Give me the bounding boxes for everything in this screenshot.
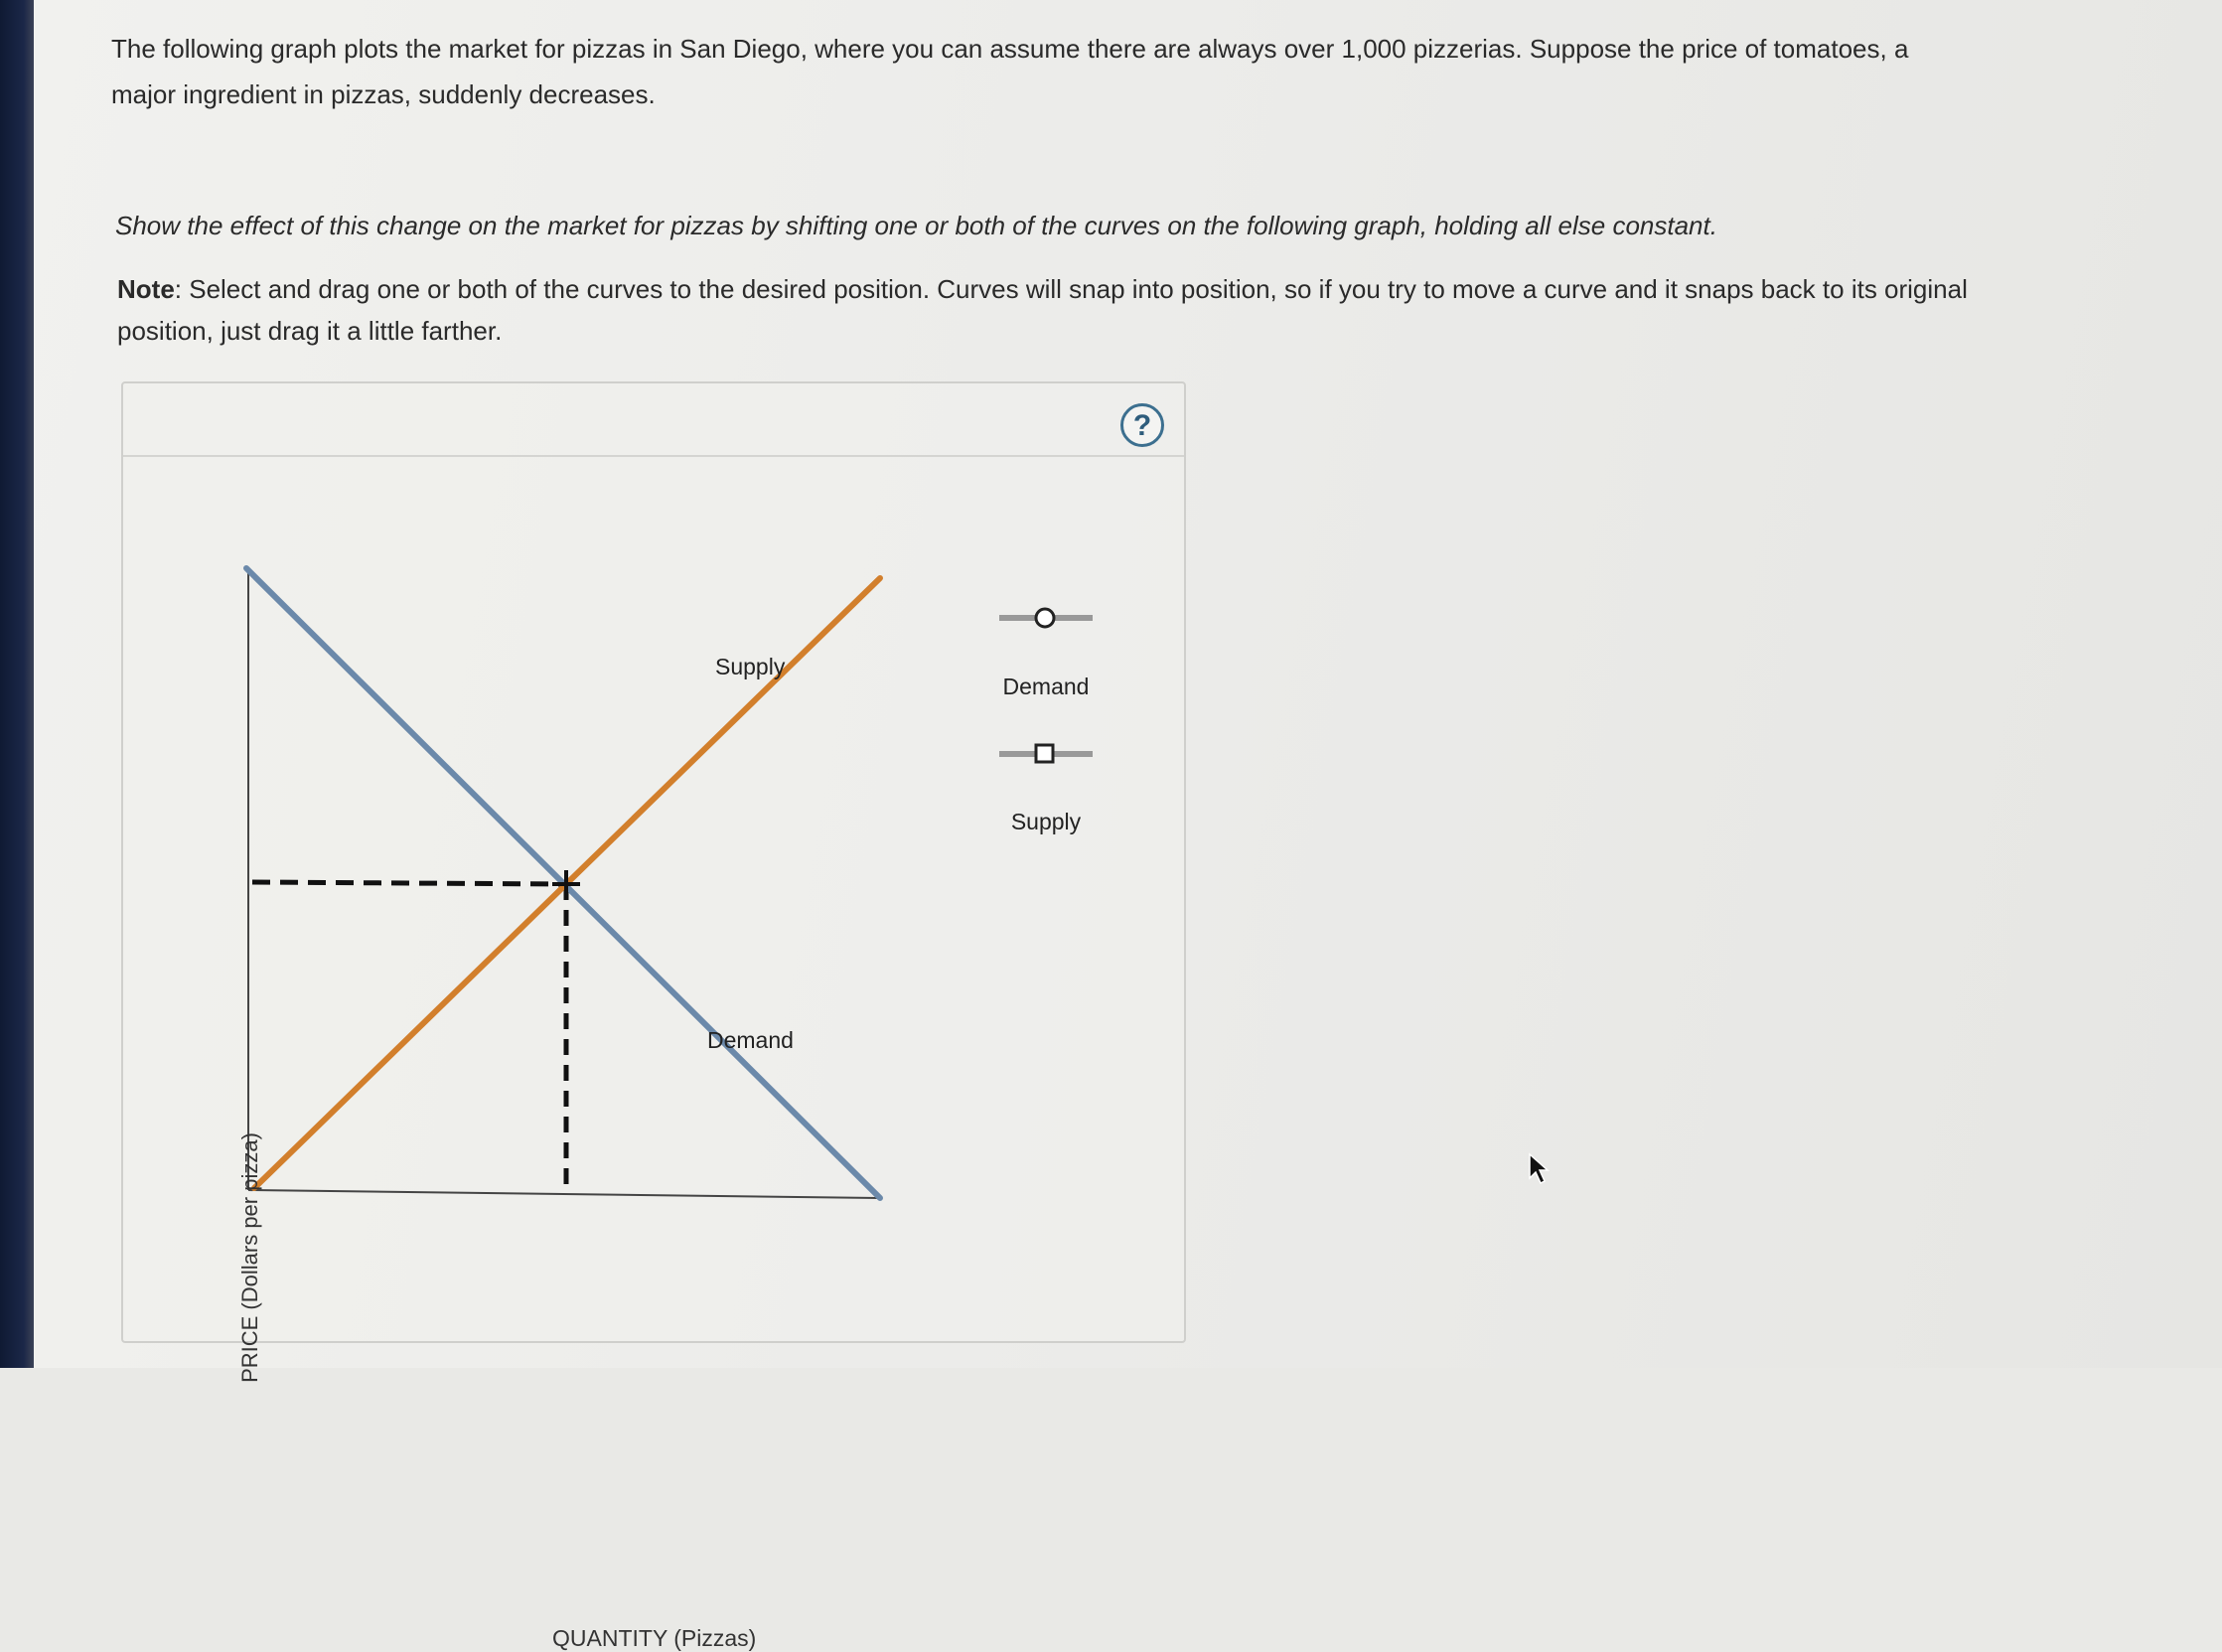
equilibrium-price-guide	[252, 882, 566, 884]
instruction-text: Show the effect of this change on the market for pizzas by shifting one or both of the curves on the following graph, holding all else constant.	[115, 211, 1717, 240]
help-button[interactable]: ?	[1120, 403, 1164, 447]
note-text	[117, 268, 1985, 352]
question-text: The following graph plots the market for pizzas in San Diego, where you can assume there are always over 1,000 pizzerias. Suppose the price of tomatoes, a major ingredient in pizzas, suddenly decreases.	[111, 34, 1909, 109]
legend-supply-label: Supply	[1010, 809, 1082, 834]
x-axis	[248, 1190, 878, 1198]
screen-bezel	[0, 0, 34, 1368]
demand-curve-label: Demand	[707, 1027, 794, 1053]
legend-demand-label: Demand	[1002, 674, 1090, 699]
demand-shift-tool[interactable]	[999, 609, 1093, 627]
demand-tool-circle-icon	[1036, 609, 1054, 627]
y-axis-label: PRICE (Dollars per pizza)	[237, 1132, 262, 1383]
note-body: : Select and drag one or both of the curves to the desired position. Curves will snap into position, so if you try to move a curve and it snaps back to its original position, just drag it a little farther.	[117, 274, 1968, 346]
question-page	[34, 0, 2222, 1651]
x-axis-label: QUANTITY (Pizzas)	[552, 1625, 757, 1651]
supply-shift-tool[interactable]	[999, 745, 1093, 762]
graph-panel	[121, 381, 1186, 1651]
supply-demand-graph	[123, 383, 1188, 1345]
note-label: Note	[117, 274, 175, 304]
supply-curve-label: Supply	[715, 654, 786, 679]
supply-tool-square-icon	[1036, 745, 1053, 762]
mouse-pointer-icon	[1528, 1152, 1552, 1186]
